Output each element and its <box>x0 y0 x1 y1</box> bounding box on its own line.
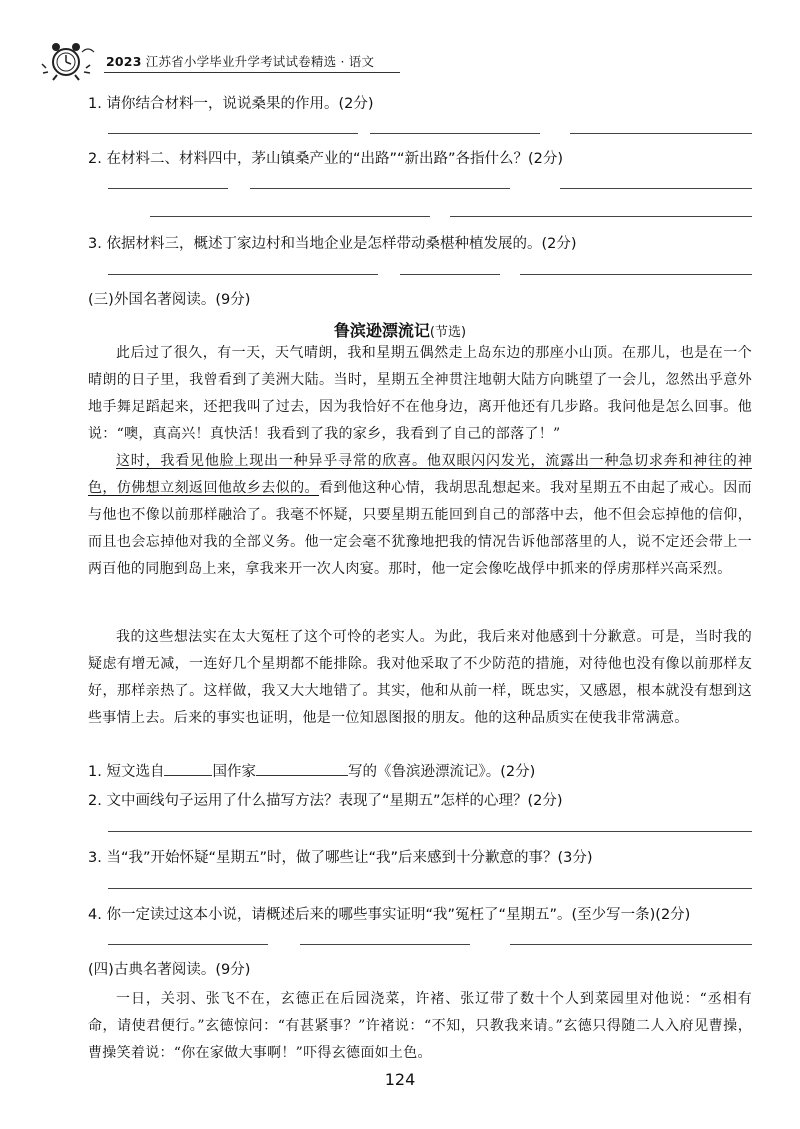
alarm-clock-logo-icon <box>40 38 104 82</box>
section-3-question-1 <box>88 760 535 781</box>
passage-paragraph-2 <box>88 448 752 583</box>
answer-line[interactable] <box>520 274 752 275</box>
page-number: 124 <box>384 1070 416 1089</box>
answer-line[interactable] <box>510 944 752 945</box>
section-3-heading: (三)外国名著阅读。(9分) <box>88 292 251 308</box>
answer-line[interactable] <box>108 133 358 134</box>
question-2: 2. 在材料二、材料四中，茅山镇桑产业的“出路”“新出路”各指什么？(2分) <box>88 151 564 167</box>
answer-line[interactable] <box>400 274 500 275</box>
answer-line[interactable] <box>108 888 752 889</box>
passage-title <box>0 318 800 341</box>
answer-line[interactable] <box>450 216 752 217</box>
paragraph-2-rest: 看到他这种心情，我胡思乱想起来。我对星期五不由起了戒心。因而与他也不像以前那样融洽了。我毫不怀疑，只要星期五能回到自己的部落中去，他不但会忘掉他的信仰，而且也会忘掉他对我的全部义务。他一定会毫不犹豫地把我的情况告诉他部落里的人，说不定还会带上一两百他的同胞到岛上来，拿我来开一次人肉宴。那时，他一定会像吃战俘中抓来的俘虏那样兴高采烈。 <box>88 480 752 577</box>
page-header <box>40 38 400 82</box>
section-4-heading: (四)古典名著阅读。(9分) <box>88 962 251 978</box>
question-1: 1. 请你结合材料一，说说桑果的作用。(2分) <box>88 96 374 112</box>
q1-text-b: 国作家 <box>212 764 256 780</box>
section-3-question-4: 4. 你一定读过这本小说，请概述后来的哪些事实证明“我”冤枉了“星期五”。(至少写一条)(2分) <box>88 907 691 923</box>
header-year: 2023 <box>106 54 142 69</box>
answer-line[interactable] <box>108 831 752 832</box>
answer-line[interactable] <box>370 133 540 134</box>
answer-line[interactable] <box>560 188 752 189</box>
fill-blank-author[interactable] <box>256 761 348 776</box>
header-title-text: 江苏省小学毕业升学考试试卷精选 · 语文 <box>145 54 375 69</box>
answer-line[interactable] <box>300 944 470 945</box>
passage-paragraph-3: 我的这些想法实在太大冤枉了这个可怜的老实人。为此，我后来对他感到十分歉意。可是，当时我的疑虑有增无减，一连好几个星期都不能排除。我对他采取了不少防范的措施，对待他也没有像以前那样友好，那样亲热了。这样做，我又大大地错了。其实，他和从前一样，既忠实，又感恩，根本就没有想到这些事情上去。后来的事实也证明，他是一位知恩图报的朋友。他的这种品质实在使我非常满意。 <box>88 629 752 726</box>
fill-blank-country[interactable] <box>164 761 212 776</box>
answer-line[interactable] <box>108 188 228 189</box>
section-3-question-2: 2. 文中画线句子运用了什么描写方法？表现了“星期五”怎样的心理？(2分) <box>88 793 563 809</box>
q1-text-a: 1. 短文选自 <box>88 764 165 780</box>
passage-title-note: (节选) <box>429 325 467 340</box>
underlined-sentence: 这时，我看见他脸上现出一种异乎寻常的欣喜。他双眼闪闪发光，流露出一种急切求奔和神往的神色，仿佛想立刻返回他故乡去似的。 <box>88 453 752 496</box>
answer-line[interactable] <box>108 274 378 275</box>
question-3: 3. 依据材料三，概述丁家边村和当地企业是怎样带动桑椹种植发展的。(2分) <box>88 236 577 252</box>
answer-line[interactable] <box>150 216 430 217</box>
answer-line[interactable] <box>108 944 268 945</box>
answer-line[interactable] <box>570 133 752 134</box>
answer-line[interactable] <box>250 188 510 189</box>
passage-paragraph-1: 此后过了很久，有一天，天气晴朗，我和星期五偶然走上岛东边的那座小山顶。在那儿，也是在一个晴朗的日子里，我曾看到了美洲大陆。当时，星期五全神贯注地朝大陆方向眺望了一会儿，忽然出乎意外地手舞足蹈起来，还把我叫了过去，因为我恰好不在他身边，离开他还有几步路。我问他是怎么回事。他说：“噢，真高兴！真快活！我看到了我的家乡，我看到了自己的部落了！” <box>88 345 752 442</box>
q1-text-c: 写的《鲁滨逊漂流记》。(2分) <box>347 764 536 780</box>
header-rule <box>104 72 400 73</box>
section-4-paragraph: 一日，关羽、张飞不在，玄德正在后园浇菜，许褚、张辽带了数十个人到菜园里对他说：“丞相有命，请使君便行。”玄德惊问：“有甚紧事？”许褚说：“不知，只教我来请。”玄德只得随二人入府见曹操，曹操笑着说：“你在家做大事啊！”吓得玄德面如土色。 <box>88 991 752 1061</box>
passage-title-text: 鲁滨逊漂流记 <box>333 321 430 340</box>
header-title <box>106 52 374 70</box>
section-3-question-3: 3. 当“我”开始怀疑“星期五”时，做了哪些让“我”后来感到十分歉意的事？(3分) <box>88 850 593 866</box>
